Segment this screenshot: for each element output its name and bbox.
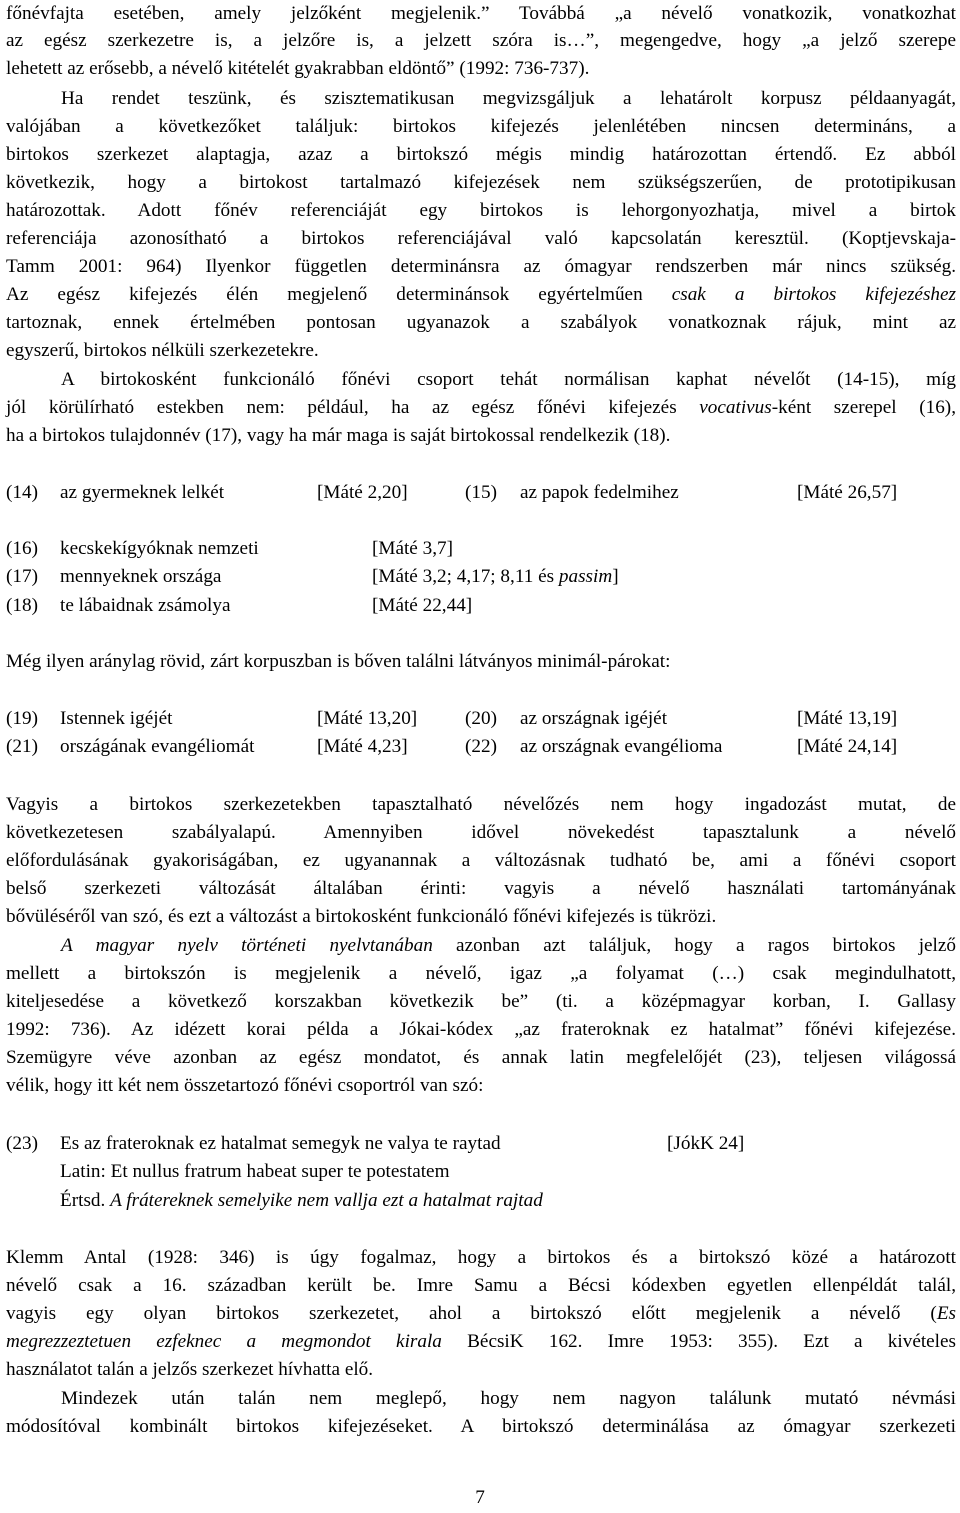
text-span: ] [612, 566, 619, 587]
text-span: jól körülírható estekben nem: például, ha az egész főnévi kifejezés [6, 397, 700, 418]
example-text: Istennek igéjét [60, 708, 173, 729]
example-source: [Máté 22,44] [372, 595, 473, 616]
text-line [6, 932, 956, 961]
text-line: határozottak. Adott főnév referenciáját egy birtokos is lehorgonyozhatja, mivel a birtok [6, 200, 956, 221]
example-number: (14) [6, 482, 38, 503]
example-source: [Máté 4,23] [317, 736, 408, 757]
italic-text: A frátereknek semelyike nem vallja ezt a hatalmat rajtad [110, 1190, 543, 1211]
text-line: bővüléséről van szó, és ezt a változást a birtokosként funkcionáló főnévi kifejezés is tükrözi. [6, 906, 717, 927]
text-line: Mindezek után talán nem meglepő, hogy nem nagyon találunk mutató névmási [61, 1388, 956, 1409]
example-text: te lábaidnak zsámolya [60, 595, 231, 616]
page-number: 7 [475, 1487, 485, 1508]
example-number: (18) [6, 595, 38, 616]
text-line: belső szerkezeti változását általában érinti: vagyis a névelő használati tartományának [6, 878, 956, 899]
example-number: (15) [465, 482, 497, 503]
text-line: Még ilyen aránylag rövid, zárt korpuszban is bőven találni látványos minimál-párokat: [6, 651, 671, 672]
text-line: tartoznak, ennek értelmében pontosan ugyanazok a szabályok vonatkoznak rájuk, mint az [6, 312, 956, 333]
example-text: az papok fedelmihez [520, 482, 679, 503]
text-line: az egész szerkezetre is, a jelzőre is, a jelzett szóra is…”, megengedve, hogy „a jelző szerepe [6, 30, 956, 51]
example-translation [60, 1187, 543, 1216]
example-source: [Máté 13,20] [317, 708, 418, 729]
text-line: Tamm 2001: 964) Ilyenkor független determinánsra az ómagyar rendszerben már nincs szükség. [6, 256, 956, 277]
example-source: [Máté 26,57] [797, 482, 898, 503]
example-source [372, 563, 619, 592]
example-text: Es az frateroknak ez hatalmat semegyk ne valya te raytad [60, 1133, 501, 1154]
text-line: következetesen szabályalapú. Amennyiben idővel növekedést tapasztalunk a névelő [6, 822, 956, 843]
example-text: az gyermeknek lelkét [60, 482, 225, 503]
example-source: [JókK 24] [667, 1133, 745, 1154]
text-line: kiteljesedése a következő korszakban következik be” (ti. a középmagyar korban, I. Gallasy [6, 991, 956, 1012]
example-number: (20) [465, 708, 497, 729]
text-line: valójában a következőket találjuk: birtokos kifejezés jelenlétében nincsen determináns, a [6, 116, 956, 137]
text-line: Szemügyre véve azonban az egész mondatot, és annak latin megfelelőjét (23), teljesen világossá [6, 1047, 956, 1068]
example-source: [Máté 3,7] [372, 538, 453, 559]
text-span: -ként szerepel (16), [771, 397, 956, 418]
example-text: az országnak igéjét [520, 708, 668, 729]
italic-text: vocativus [699, 397, 772, 418]
example-source: [Máté 2,20] [317, 482, 408, 503]
italic-text: Es [936, 1303, 956, 1324]
text-span: Értsd. [60, 1190, 111, 1211]
example-text: mennyeknek országa [60, 566, 222, 587]
text-line: használatot talán a jelzős szerkezet hívhatta elő. [6, 1359, 374, 1380]
text-line: vélik, hogy itt két nem összetartozó főnévi csoportról van szó: [6, 1075, 484, 1096]
text-span: BécsiK 162. Imre 1953: 355). Ezt a kivételes [441, 1331, 956, 1352]
example-source: [Máté 13,19] [797, 708, 898, 729]
example-number: (22) [465, 736, 497, 757]
example-number: (17) [6, 566, 38, 587]
italic-text: A magyar nyelv történeti nyelvtanában [61, 935, 433, 956]
text-line: előfordulásának gyakoriságában, ez ugyanannak a változásnak tudható be, ami a főnévi csoport [6, 850, 956, 871]
example-number: (19) [6, 708, 38, 729]
text-span: vagyis egy olyan birtokos szerkezetet, ahol a birtokszó előtt megjelenik a névelő ( [6, 1303, 937, 1324]
text-line: referenciája azonosítható a birtokos referenciájával való kapcsolatán keresztül. (Koptjevskaja- [6, 228, 956, 249]
text-span: azonban azt találjuk, hogy a ragos birtokos jelző [432, 935, 956, 956]
text-line [6, 1300, 956, 1329]
text-span: Az egész kifejezés élén megjelenő determinánsok egyértelműen [6, 284, 672, 305]
text-line: Klemm Antal (1928: 346) is úgy fogalmaz, hogy a birtokos és a birtokszó közé a határozott [6, 1247, 956, 1268]
example-latin: Latin: Et nullus fratrum habeat super te potestatem [60, 1161, 450, 1182]
example-number: (16) [6, 538, 38, 559]
text-line: Vagyis a birtokos szerkezetekben tapasztalható névelőzés nem hogy ingadozást mutat, de [6, 794, 956, 815]
italic-text: csak a birtokos kifejezéshez [671, 284, 956, 305]
example-text: az országnak evangélioma [520, 736, 723, 757]
text-line: Ha rendet teszünk, és szisztematikusan megvizsgáljuk a lehatárolt korpusz példaanyagát, [61, 88, 956, 109]
text-line: névelő csak a 16. században került be. Imre Samu a Bécsi kódexben egyetlen ellenpéldát talál, [6, 1275, 956, 1296]
example-text: kecskekígyóknak nemzeti [60, 538, 259, 559]
text-line [6, 281, 956, 310]
text-line: mellett a birtokszón is megjelenik a névelő, igaz „a folyamat (…) csak megindulhatott, [6, 963, 956, 984]
italic-text: megrezzeztetuen ezfeknec a megmondot kirala [6, 1331, 442, 1352]
text-line: birtokos szerkezet alaptagja, azaz a birtokszó mégis mindig határozottan értendő. Ez abból [6, 144, 956, 165]
text-line: egyszerű, birtokos nélküli szerkezetekre. [6, 340, 319, 361]
example-source: [Máté 24,14] [797, 736, 898, 757]
text-line: ha a birtokos tulajdonnév (17), vagy ha már maga is saját birtokossal rendelkezik (18). [6, 425, 671, 446]
text-line: 1992: 736). Az idézett korai példa a Jókai-kódex „az frateroknak ez hatalmat” főnévi kifejezése. [6, 1019, 956, 1040]
text-line: következik, hogy a birtokost tartalmazó kifejezések nem szükségszerűen, de prototipikusan [6, 172, 956, 193]
text-line: A birtokosként funkcionáló főnévi csoport tehát normálisan kaphat névelőt (14-15), míg [61, 369, 956, 390]
text-line: lehetett az erősebb, a névelő kitételét gyakrabban eldöntő” (1992: 736-737). [6, 58, 590, 79]
italic-text: passim [558, 566, 613, 587]
text-line [6, 394, 956, 423]
text-line: módosítóval kombinált birtokos kifejezéseket. A birtokszó determinálása az ómagyar szerkezeti [6, 1416, 956, 1437]
text-line [6, 1328, 956, 1357]
example-text: országának evangéliomát [60, 736, 255, 757]
example-number: (21) [6, 736, 38, 757]
text-line: főnévfajta esetében, amely jelzőként megjelenik.” Továbbá „a névelő vonatkozik, vonatkozhat [6, 3, 956, 24]
text-span: [Máté 3,2; 4,17; 8,11 és [372, 566, 559, 587]
example-number: (23) [6, 1133, 38, 1154]
